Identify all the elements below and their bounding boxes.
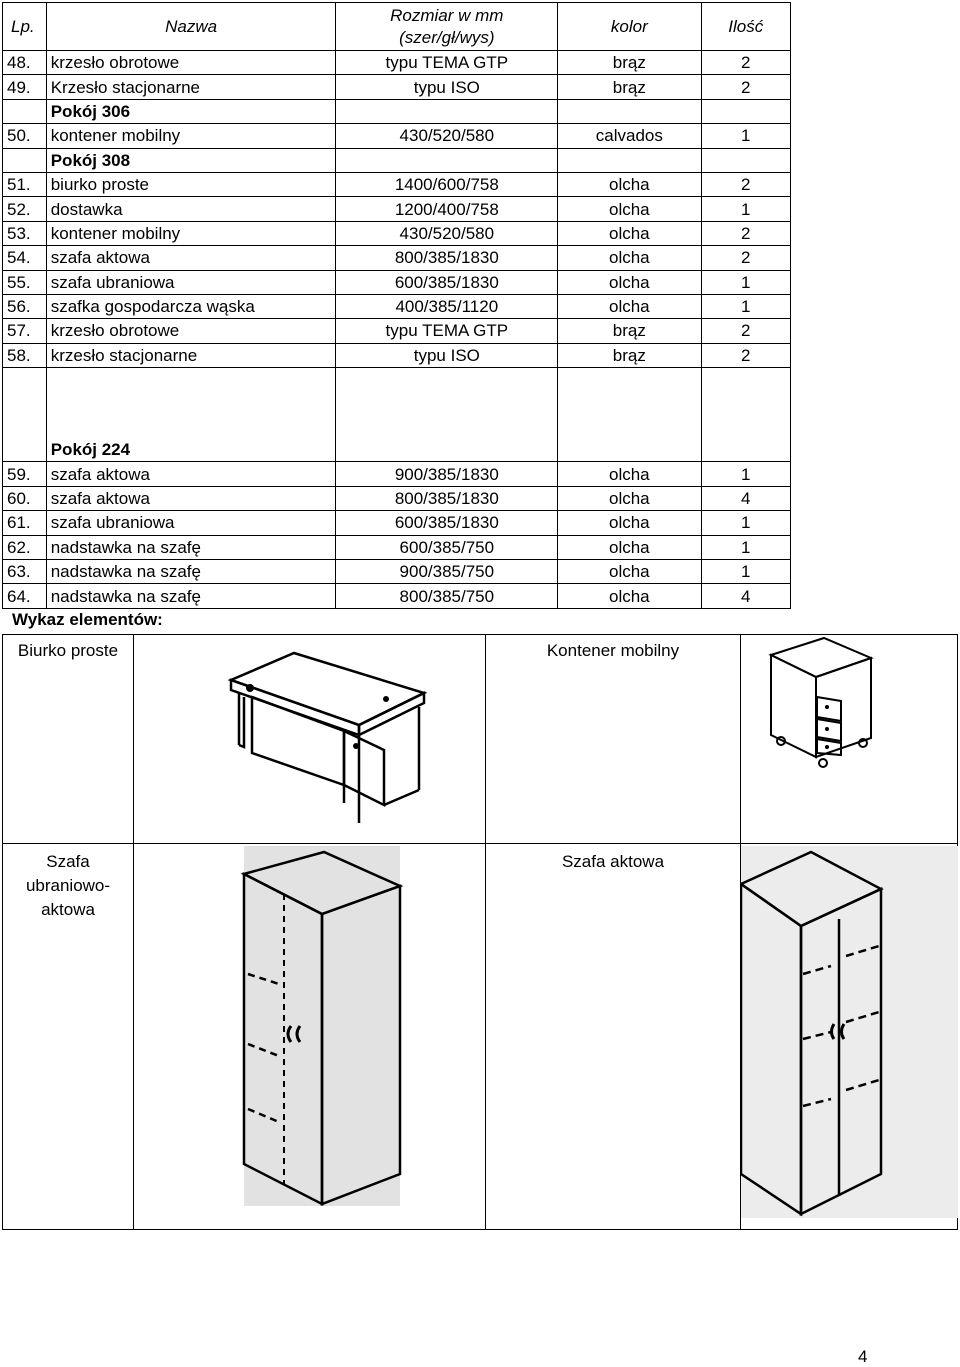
spacer-row	[3, 368, 791, 439]
header-size-line1: Rozmiar w mm	[390, 5, 504, 25]
element-image-cell	[741, 844, 958, 1230]
room-label: Pokój 308	[46, 148, 336, 172]
item-size: typu TEMA GTP	[336, 51, 558, 75]
item-color: olcha	[558, 462, 701, 486]
item-quantity: 4	[701, 584, 791, 608]
empty-cell	[701, 368, 791, 439]
item-color: olcha	[558, 270, 701, 294]
element-label: Szafa aktowa	[561, 852, 665, 871]
item-name: szafa aktowa	[46, 462, 336, 486]
file-cabinet-drawing-icon	[741, 844, 958, 1224]
page-number: 4	[858, 1347, 868, 1366]
empty-cell	[558, 368, 701, 439]
element-label-cell	[486, 844, 741, 1230]
room-label: Pokój 306	[46, 99, 336, 123]
table-row	[3, 197, 791, 221]
table-row	[3, 584, 791, 608]
item-name: szafka gospodarcza wąska	[46, 294, 336, 318]
item-number: 62.	[3, 535, 47, 559]
empty-cell	[701, 438, 791, 462]
item-name: kontener mobilny	[46, 124, 336, 148]
empty-cell	[3, 438, 47, 462]
item-color: calvados	[558, 124, 701, 148]
item-number: 49.	[3, 75, 47, 99]
room-header-row	[3, 438, 791, 462]
item-size: 600/385/750	[336, 535, 558, 559]
element-image-cell	[134, 635, 486, 844]
item-color: olcha	[558, 584, 701, 608]
item-quantity: 1	[701, 462, 791, 486]
table-row	[3, 172, 791, 196]
table-row	[3, 343, 791, 367]
item-size: 800/385/1830	[336, 486, 558, 510]
empty-cell	[3, 368, 47, 439]
item-name: dostawka	[46, 197, 336, 221]
empty-cell	[336, 99, 558, 123]
item-size: 800/385/750	[336, 584, 558, 608]
item-color: olcha	[558, 560, 701, 584]
element-label: Biurko proste	[17, 641, 119, 660]
empty-cell	[558, 438, 701, 462]
elements-table	[2, 634, 958, 1230]
item-quantity: 2	[701, 75, 791, 99]
item-size: 900/385/750	[336, 560, 558, 584]
mobile-container-drawing-icon	[741, 635, 958, 838]
item-size: typu ISO	[336, 75, 558, 99]
table-row	[3, 124, 791, 148]
header-size	[336, 3, 558, 51]
item-name: szafa ubraniowa	[46, 270, 336, 294]
table-row	[3, 560, 791, 584]
item-name: nadstawka na szafę	[46, 560, 336, 584]
item-name: szafa aktowa	[46, 486, 336, 510]
table-row	[3, 75, 791, 99]
item-size: 1400/600/758	[336, 172, 558, 196]
item-color: olcha	[558, 221, 701, 245]
item-name: krzesło obrotowe	[46, 319, 336, 343]
item-number: 59.	[3, 462, 47, 486]
clothes-file-cabinet-drawing-icon	[134, 844, 486, 1224]
empty-cell	[701, 148, 791, 172]
header-lp: Lp.	[3, 3, 47, 51]
item-size: typu ISO	[336, 343, 558, 367]
item-number: 50.	[3, 124, 47, 148]
header-size-line2: (szer/gł/wys)	[399, 27, 495, 47]
table-row	[3, 270, 791, 294]
item-quantity: 1	[701, 270, 791, 294]
item-size: 600/385/1830	[336, 270, 558, 294]
item-name: nadstawka na szafę	[46, 535, 336, 559]
item-size: 1200/400/758	[336, 197, 558, 221]
element-label: Szafa ubraniowo-aktowa	[25, 852, 111, 919]
empty-cell	[46, 368, 336, 439]
item-color: brąz	[558, 51, 701, 75]
empty-cell	[558, 148, 701, 172]
desk-drawing-icon	[134, 635, 486, 838]
empty-cell	[558, 99, 701, 123]
table-row	[3, 486, 791, 510]
item-name: krzesło obrotowe	[46, 51, 336, 75]
item-quantity: 2	[701, 246, 791, 270]
item-size: 800/385/1830	[336, 246, 558, 270]
empty-cell	[3, 99, 47, 123]
item-number: 56.	[3, 294, 47, 318]
item-color: olcha	[558, 294, 701, 318]
elements-list-title: Wykaz elementów:	[12, 610, 163, 629]
room-header-row	[3, 99, 791, 123]
item-size: 900/385/1830	[336, 462, 558, 486]
item-quantity: 1	[701, 294, 791, 318]
item-color: olcha	[558, 172, 701, 196]
item-name: biurko proste	[46, 172, 336, 196]
item-color: olcha	[558, 535, 701, 559]
item-number: 48.	[3, 51, 47, 75]
table-row	[3, 535, 791, 559]
table-row	[3, 462, 791, 486]
element-image-cell	[741, 635, 958, 844]
item-quantity: 1	[701, 535, 791, 559]
table-row	[3, 246, 791, 270]
room-header-row	[3, 148, 791, 172]
item-number: 51.	[3, 172, 47, 196]
table-row	[3, 51, 791, 75]
item-quantity: 4	[701, 486, 791, 510]
empty-cell	[336, 368, 558, 439]
item-quantity: 1	[701, 124, 791, 148]
item-quantity: 1	[701, 511, 791, 535]
item-name: szafa ubraniowa	[46, 511, 336, 535]
item-size: 400/385/1120	[336, 294, 558, 318]
element-label: Kontener mobilny	[546, 641, 680, 660]
item-size: typu TEMA GTP	[336, 319, 558, 343]
header-qty: Ilość	[701, 3, 791, 51]
item-number: 64.	[3, 584, 47, 608]
item-name: szafa aktowa	[46, 246, 336, 270]
empty-cell	[336, 148, 558, 172]
table-header-row	[3, 3, 791, 51]
item-number: 53.	[3, 221, 47, 245]
item-quantity: 2	[701, 221, 791, 245]
element-label-cell	[3, 635, 134, 844]
item-color: olcha	[558, 486, 701, 510]
item-size: 430/520/580	[336, 124, 558, 148]
item-color: olcha	[558, 246, 701, 270]
element-label-cell	[486, 635, 741, 844]
item-color: brąz	[558, 343, 701, 367]
table-row	[3, 319, 791, 343]
item-quantity: 2	[701, 51, 791, 75]
item-quantity: 2	[701, 343, 791, 367]
item-color: brąz	[558, 319, 701, 343]
item-color: olcha	[558, 511, 701, 535]
table-row	[3, 221, 791, 245]
item-quantity: 1	[701, 560, 791, 584]
item-number: 57.	[3, 319, 47, 343]
item-quantity: 2	[701, 319, 791, 343]
item-number: 58.	[3, 343, 47, 367]
item-number: 54.	[3, 246, 47, 270]
header-color: kolor	[558, 3, 701, 51]
inventory-table	[2, 2, 791, 609]
item-quantity: 2	[701, 172, 791, 196]
element-image-cell	[134, 844, 486, 1230]
inventory-body	[3, 51, 791, 609]
item-color: brąz	[558, 75, 701, 99]
item-size: 430/520/580	[336, 221, 558, 245]
empty-cell	[3, 148, 47, 172]
item-name: Krzesło stacjonarne	[46, 75, 336, 99]
item-number: 52.	[3, 197, 47, 221]
item-number: 60.	[3, 486, 47, 510]
item-quantity: 1	[701, 197, 791, 221]
empty-cell	[701, 99, 791, 123]
item-color: olcha	[558, 197, 701, 221]
header-name: Nazwa	[46, 3, 336, 51]
table-row	[3, 294, 791, 318]
empty-cell	[336, 438, 558, 462]
item-name: kontener mobilny	[46, 221, 336, 245]
item-name: nadstawka na szafę	[46, 584, 336, 608]
item-number: 61.	[3, 511, 47, 535]
table-row	[3, 511, 791, 535]
item-number: 63.	[3, 560, 47, 584]
room-label: Pokój 224	[46, 438, 336, 462]
item-number: 55.	[3, 270, 47, 294]
element-label-cell	[3, 844, 134, 1230]
item-size: 600/385/1830	[336, 511, 558, 535]
item-name: krzesło stacjonarne	[46, 343, 336, 367]
